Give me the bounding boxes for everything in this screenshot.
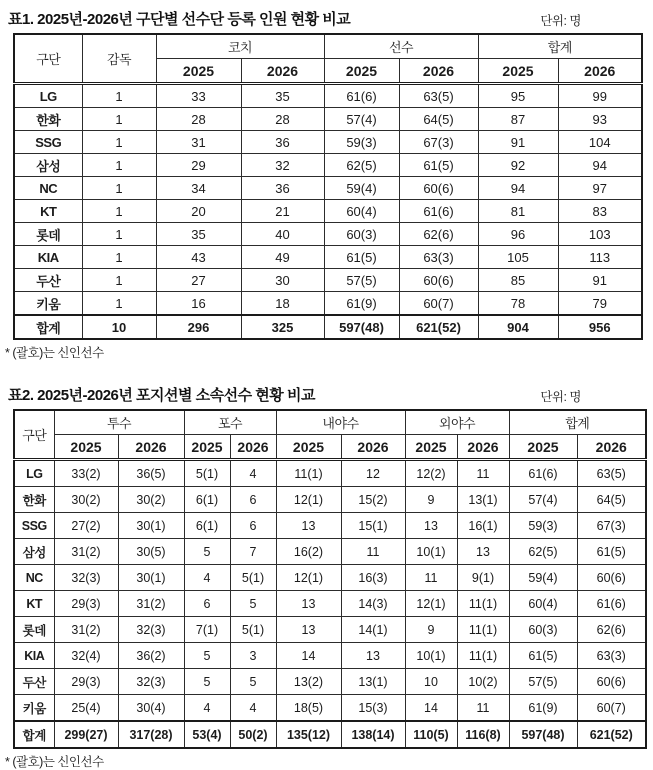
value-cell: 29 bbox=[156, 154, 241, 177]
value-cell: 97 bbox=[558, 177, 642, 200]
value-cell: 60(6) bbox=[577, 565, 646, 591]
value-cell: 13 bbox=[276, 617, 341, 643]
table1-title: 표1. 2025년-2026년 구단별 선수단 등록 인원 현황 비교 bbox=[8, 11, 351, 28]
manager-cell: 1 bbox=[82, 177, 156, 200]
value-cell: 96 bbox=[478, 223, 558, 246]
value-cell: 12(1) bbox=[276, 487, 341, 513]
value-cell: 28 bbox=[156, 108, 241, 131]
value-cell: 14(3) bbox=[341, 591, 405, 617]
year-header: 2025 bbox=[478, 59, 558, 84]
value-cell: 13 bbox=[276, 513, 341, 539]
position-count-table bbox=[13, 409, 647, 749]
table2-group-header-row bbox=[14, 410, 646, 435]
value-cell: 13 bbox=[341, 643, 405, 669]
value-cell: 110(5) bbox=[405, 721, 457, 748]
team-cell: NC bbox=[14, 177, 82, 200]
value-cell: 9(1) bbox=[457, 565, 509, 591]
table2-group-outfielder: 외야수 bbox=[405, 410, 509, 435]
value-cell: 28 bbox=[241, 108, 324, 131]
value-cell: 33(2) bbox=[54, 460, 118, 487]
team-cell: KIA bbox=[14, 246, 82, 269]
team-cell: NC bbox=[14, 565, 54, 591]
value-cell: 11 bbox=[457, 695, 509, 722]
team-cell: 삼성 bbox=[14, 154, 82, 177]
value-cell: 5(1) bbox=[184, 460, 230, 487]
manager-cell: 1 bbox=[82, 131, 156, 154]
value-cell: 81 bbox=[478, 200, 558, 223]
value-cell: 21 bbox=[241, 200, 324, 223]
value-cell: 78 bbox=[478, 292, 558, 316]
value-cell: 83 bbox=[558, 200, 642, 223]
value-cell: 61(5) bbox=[399, 154, 478, 177]
value-cell: 16 bbox=[156, 292, 241, 316]
value-cell: 60(4) bbox=[509, 591, 577, 617]
value-cell: 13 bbox=[405, 513, 457, 539]
value-cell: 12(1) bbox=[405, 591, 457, 617]
year-header: 2026 bbox=[230, 435, 276, 460]
value-cell: 85 bbox=[478, 269, 558, 292]
table1-title-row bbox=[0, 8, 653, 33]
year-header: 2025 bbox=[324, 59, 399, 84]
value-cell: 4 bbox=[184, 695, 230, 722]
value-cell: 61(6) bbox=[324, 84, 399, 108]
value-cell: 5 bbox=[184, 539, 230, 565]
value-cell: 94 bbox=[478, 177, 558, 200]
value-cell: 138(14) bbox=[341, 721, 405, 748]
team-cell: KT bbox=[14, 591, 54, 617]
table1-unit-label: 단위: 명 bbox=[540, 14, 581, 28]
value-cell: 64(5) bbox=[399, 108, 478, 131]
value-cell: 61(6) bbox=[399, 200, 478, 223]
table2-title: 표2. 2025년-2026년 포지션별 소속선수 현황 비교 bbox=[8, 387, 315, 404]
table2-title-row bbox=[0, 384, 653, 409]
value-cell: 11 bbox=[405, 565, 457, 591]
value-cell: 30(5) bbox=[118, 539, 184, 565]
value-cell: 11(1) bbox=[457, 591, 509, 617]
value-cell: 5 bbox=[184, 669, 230, 695]
table-row bbox=[14, 513, 646, 539]
value-cell: 135(12) bbox=[276, 721, 341, 748]
value-cell: 63(5) bbox=[577, 460, 646, 487]
value-cell: 60(6) bbox=[399, 269, 478, 292]
team-cell: 키움 bbox=[14, 292, 82, 316]
value-cell: 597(48) bbox=[324, 315, 399, 339]
table2-footnote: * (괄호)는 신인선수 bbox=[5, 755, 104, 769]
value-cell: 12(1) bbox=[276, 565, 341, 591]
value-cell: 6 bbox=[184, 591, 230, 617]
table-row bbox=[14, 84, 642, 108]
value-cell: 6(1) bbox=[184, 513, 230, 539]
value-cell: 60(4) bbox=[324, 200, 399, 223]
table1-footnote: * (괄호)는 신인선수 bbox=[5, 346, 104, 360]
table2-body bbox=[14, 460, 646, 749]
team-cell: 키움 bbox=[14, 695, 54, 722]
value-cell: 61(9) bbox=[509, 695, 577, 722]
value-cell: 91 bbox=[478, 131, 558, 154]
value-cell: 32(4) bbox=[54, 643, 118, 669]
year-header: 2026 bbox=[399, 59, 478, 84]
table1-body bbox=[14, 84, 642, 340]
value-cell: 10(1) bbox=[405, 643, 457, 669]
value-cell: 956 bbox=[558, 315, 642, 339]
value-cell: 14 bbox=[276, 643, 341, 669]
value-cell: 4 bbox=[184, 565, 230, 591]
value-cell: 59(4) bbox=[509, 565, 577, 591]
value-cell: 7(1) bbox=[184, 617, 230, 643]
manager-cell: 1 bbox=[82, 223, 156, 246]
value-cell: 30 bbox=[241, 269, 324, 292]
value-cell: 40 bbox=[241, 223, 324, 246]
value-cell: 6 bbox=[230, 513, 276, 539]
value-cell: 13(1) bbox=[341, 669, 405, 695]
table2-col-team-header: 구단 bbox=[14, 410, 54, 460]
value-cell: 29(3) bbox=[54, 669, 118, 695]
table1-col-team-header: 구단 bbox=[14, 34, 82, 84]
value-cell: 36(5) bbox=[118, 460, 184, 487]
value-cell: 99 bbox=[558, 84, 642, 108]
value-cell: 79 bbox=[558, 292, 642, 316]
year-header: 2026 bbox=[241, 59, 324, 84]
table2-group-catcher: 포수 bbox=[184, 410, 276, 435]
value-cell: 94 bbox=[558, 154, 642, 177]
value-cell: 61(5) bbox=[324, 246, 399, 269]
value-cell: 4 bbox=[230, 460, 276, 487]
value-cell: 296 bbox=[156, 315, 241, 339]
value-cell: 61(6) bbox=[509, 460, 577, 487]
value-cell: 36(2) bbox=[118, 643, 184, 669]
year-header: 2026 bbox=[558, 59, 642, 84]
manager-cell: 1 bbox=[82, 200, 156, 223]
value-cell: 60(3) bbox=[324, 223, 399, 246]
value-cell: 11 bbox=[457, 460, 509, 487]
value-cell: 13(2) bbox=[276, 669, 341, 695]
value-cell: 14(1) bbox=[341, 617, 405, 643]
table-row bbox=[14, 154, 642, 177]
table-row bbox=[14, 591, 646, 617]
value-cell: 105 bbox=[478, 246, 558, 269]
value-cell: 31(2) bbox=[118, 591, 184, 617]
value-cell: 60(6) bbox=[399, 177, 478, 200]
value-cell: 57(5) bbox=[324, 269, 399, 292]
value-cell: 597(48) bbox=[509, 721, 577, 748]
table-row bbox=[14, 246, 642, 269]
value-cell: 20 bbox=[156, 200, 241, 223]
table-row bbox=[14, 539, 646, 565]
table-row bbox=[14, 565, 646, 591]
team-cell: 롯데 bbox=[14, 223, 82, 246]
manager-cell: 1 bbox=[82, 108, 156, 131]
value-cell: 30(1) bbox=[118, 565, 184, 591]
value-cell: 18 bbox=[241, 292, 324, 316]
value-cell: 43 bbox=[156, 246, 241, 269]
table-row bbox=[14, 108, 642, 131]
team-cell: 한화 bbox=[14, 487, 54, 513]
manager-cell: 1 bbox=[82, 292, 156, 316]
value-cell: 50(2) bbox=[230, 721, 276, 748]
value-cell: 10(1) bbox=[405, 539, 457, 565]
value-cell: 93 bbox=[558, 108, 642, 131]
value-cell: 317(28) bbox=[118, 721, 184, 748]
value-cell: 34 bbox=[156, 177, 241, 200]
value-cell: 14 bbox=[405, 695, 457, 722]
value-cell: 10(2) bbox=[457, 669, 509, 695]
value-cell: 59(3) bbox=[509, 513, 577, 539]
year-header: 2026 bbox=[577, 435, 646, 460]
value-cell: 53(4) bbox=[184, 721, 230, 748]
value-cell: 32(3) bbox=[118, 617, 184, 643]
value-cell: 60(3) bbox=[509, 617, 577, 643]
table-row bbox=[14, 460, 646, 487]
value-cell: 113 bbox=[558, 246, 642, 269]
value-cell: 11 bbox=[341, 539, 405, 565]
value-cell: 87 bbox=[478, 108, 558, 131]
value-cell: 27 bbox=[156, 269, 241, 292]
value-cell: 904 bbox=[478, 315, 558, 339]
year-header: 2025 bbox=[405, 435, 457, 460]
value-cell: 61(5) bbox=[577, 539, 646, 565]
value-cell: 299(27) bbox=[54, 721, 118, 748]
value-cell: 27(2) bbox=[54, 513, 118, 539]
value-cell: 63(5) bbox=[399, 84, 478, 108]
value-cell: 33 bbox=[156, 84, 241, 108]
value-cell: 57(4) bbox=[324, 108, 399, 131]
table1-group-header-row bbox=[14, 34, 642, 59]
value-cell: 64(5) bbox=[577, 487, 646, 513]
value-cell: 59(4) bbox=[324, 177, 399, 200]
table2-header bbox=[14, 410, 646, 460]
table-row bbox=[14, 200, 642, 223]
manager-cell: 10 bbox=[82, 315, 156, 339]
team-cell: KT bbox=[14, 200, 82, 223]
value-cell: 5 bbox=[230, 669, 276, 695]
value-cell: 30(2) bbox=[118, 487, 184, 513]
value-cell: 36 bbox=[241, 177, 324, 200]
value-cell: 60(7) bbox=[399, 292, 478, 316]
table-row bbox=[14, 617, 646, 643]
value-cell: 5 bbox=[184, 643, 230, 669]
value-cell: 25(4) bbox=[54, 695, 118, 722]
value-cell: 325 bbox=[241, 315, 324, 339]
table1-header bbox=[14, 34, 642, 84]
total-row bbox=[14, 315, 642, 339]
team-cell: LG bbox=[14, 460, 54, 487]
value-cell: 3 bbox=[230, 643, 276, 669]
table-row bbox=[14, 487, 646, 513]
table2-year-header-row bbox=[14, 435, 646, 460]
year-header: 2026 bbox=[457, 435, 509, 460]
table1-col-manager-header: 감독 bbox=[82, 34, 156, 84]
value-cell: 12(2) bbox=[405, 460, 457, 487]
value-cell: 30(4) bbox=[118, 695, 184, 722]
value-cell: 13 bbox=[457, 539, 509, 565]
value-cell: 13(1) bbox=[457, 487, 509, 513]
table1-section bbox=[0, 8, 653, 361]
value-cell: 60(7) bbox=[577, 695, 646, 722]
value-cell: 18(5) bbox=[276, 695, 341, 722]
value-cell: 32(3) bbox=[54, 565, 118, 591]
team-cell: 두산 bbox=[14, 669, 54, 695]
value-cell: 49 bbox=[241, 246, 324, 269]
table1-group-total: 합계 bbox=[478, 34, 642, 59]
value-cell: 67(3) bbox=[399, 131, 478, 154]
manager-cell: 1 bbox=[82, 154, 156, 177]
value-cell: 62(6) bbox=[399, 223, 478, 246]
value-cell: 116(8) bbox=[457, 721, 509, 748]
team-cell: 롯데 bbox=[14, 617, 54, 643]
table-row bbox=[14, 269, 642, 292]
value-cell: 31(2) bbox=[54, 539, 118, 565]
table2-group-total: 합계 bbox=[509, 410, 646, 435]
value-cell: 5 bbox=[230, 591, 276, 617]
value-cell: 15(1) bbox=[341, 513, 405, 539]
table-row bbox=[14, 695, 646, 722]
value-cell: 91 bbox=[558, 269, 642, 292]
value-cell: 104 bbox=[558, 131, 642, 154]
manager-cell: 1 bbox=[82, 246, 156, 269]
value-cell: 103 bbox=[558, 223, 642, 246]
table-row bbox=[14, 131, 642, 154]
value-cell: 5(1) bbox=[230, 617, 276, 643]
value-cell: 61(9) bbox=[324, 292, 399, 316]
value-cell: 12 bbox=[341, 460, 405, 487]
year-header: 2026 bbox=[118, 435, 184, 460]
year-header: 2025 bbox=[184, 435, 230, 460]
team-cell: 두산 bbox=[14, 269, 82, 292]
value-cell: 29(3) bbox=[54, 591, 118, 617]
value-cell: 31 bbox=[156, 131, 241, 154]
year-header: 2025 bbox=[276, 435, 341, 460]
table-row bbox=[14, 177, 642, 200]
value-cell: 7 bbox=[230, 539, 276, 565]
value-cell: 32(3) bbox=[118, 669, 184, 695]
value-cell: 30(1) bbox=[118, 513, 184, 539]
table-row bbox=[14, 223, 642, 246]
table-row bbox=[14, 669, 646, 695]
roster-count-table bbox=[13, 33, 643, 340]
value-cell: 36 bbox=[241, 131, 324, 154]
value-cell: 63(3) bbox=[577, 643, 646, 669]
value-cell: 32 bbox=[241, 154, 324, 177]
team-cell: SSG bbox=[14, 131, 82, 154]
value-cell: 35 bbox=[241, 84, 324, 108]
team-cell: SSG bbox=[14, 513, 54, 539]
value-cell: 11(1) bbox=[276, 460, 341, 487]
value-cell: 10 bbox=[405, 669, 457, 695]
value-cell: 57(5) bbox=[509, 669, 577, 695]
value-cell: 31(2) bbox=[54, 617, 118, 643]
value-cell: 16(3) bbox=[341, 565, 405, 591]
value-cell: 62(5) bbox=[324, 154, 399, 177]
table1-group-coach: 코치 bbox=[156, 34, 324, 59]
value-cell: 67(3) bbox=[577, 513, 646, 539]
value-cell: 5(1) bbox=[230, 565, 276, 591]
value-cell: 15(3) bbox=[341, 695, 405, 722]
year-header: 2025 bbox=[509, 435, 577, 460]
manager-cell: 1 bbox=[82, 84, 156, 108]
value-cell: 95 bbox=[478, 84, 558, 108]
value-cell: 60(6) bbox=[577, 669, 646, 695]
value-cell: 57(4) bbox=[509, 487, 577, 513]
value-cell: 4 bbox=[230, 695, 276, 722]
value-cell: 621(52) bbox=[577, 721, 646, 748]
team-cell: 한화 bbox=[14, 108, 82, 131]
table1-group-player: 선수 bbox=[324, 34, 478, 59]
value-cell: 62(6) bbox=[577, 617, 646, 643]
team-cell: KIA bbox=[14, 643, 54, 669]
value-cell: 35 bbox=[156, 223, 241, 246]
table-row bbox=[14, 292, 642, 316]
value-cell: 63(3) bbox=[399, 246, 478, 269]
value-cell: 6(1) bbox=[184, 487, 230, 513]
table2-section bbox=[0, 384, 653, 770]
value-cell: 61(5) bbox=[509, 643, 577, 669]
table2-group-infielder: 내야수 bbox=[276, 410, 405, 435]
total-row bbox=[14, 721, 646, 748]
value-cell: 9 bbox=[405, 617, 457, 643]
team-cell: 삼성 bbox=[14, 539, 54, 565]
value-cell: 92 bbox=[478, 154, 558, 177]
manager-cell: 1 bbox=[82, 269, 156, 292]
value-cell: 9 bbox=[405, 487, 457, 513]
value-cell: 16(1) bbox=[457, 513, 509, 539]
value-cell: 16(2) bbox=[276, 539, 341, 565]
value-cell: 59(3) bbox=[324, 131, 399, 154]
table2-unit-label: 단위: 명 bbox=[540, 390, 581, 404]
value-cell: 621(52) bbox=[399, 315, 478, 339]
value-cell: 15(2) bbox=[341, 487, 405, 513]
value-cell: 11(1) bbox=[457, 643, 509, 669]
value-cell: 30(2) bbox=[54, 487, 118, 513]
table2-group-pitcher: 투수 bbox=[54, 410, 184, 435]
team-cell: 합계 bbox=[14, 721, 54, 748]
year-header: 2026 bbox=[341, 435, 405, 460]
value-cell: 6 bbox=[230, 487, 276, 513]
value-cell: 61(6) bbox=[577, 591, 646, 617]
value-cell: 11(1) bbox=[457, 617, 509, 643]
year-header: 2025 bbox=[54, 435, 118, 460]
year-header: 2025 bbox=[156, 59, 241, 84]
team-cell: LG bbox=[14, 84, 82, 108]
value-cell: 62(5) bbox=[509, 539, 577, 565]
table-row bbox=[14, 643, 646, 669]
team-cell: 합계 bbox=[14, 315, 82, 339]
value-cell: 13 bbox=[276, 591, 341, 617]
